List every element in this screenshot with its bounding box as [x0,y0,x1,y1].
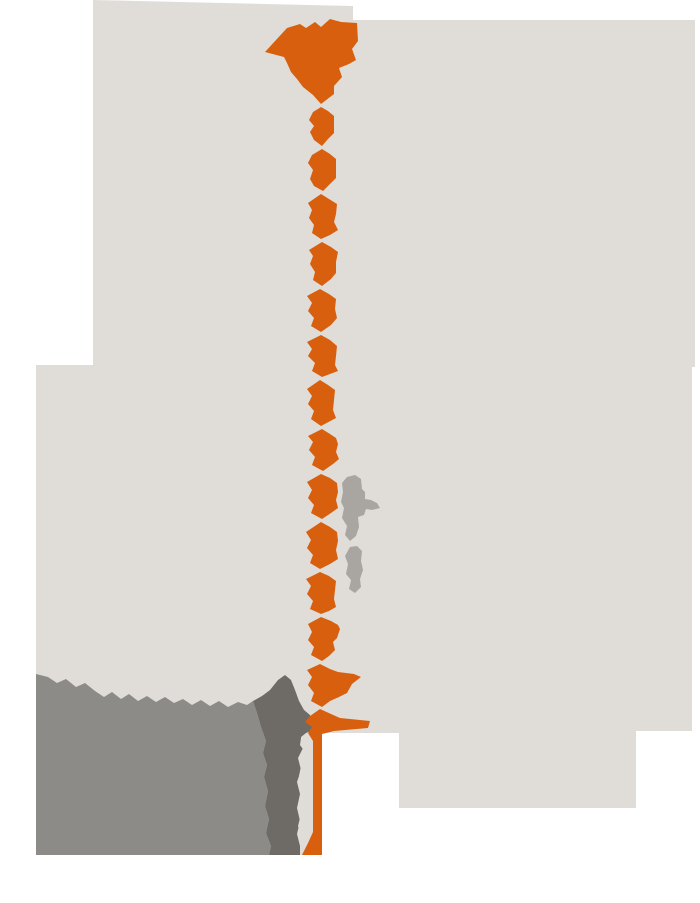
delta-county-2 [299,755,313,783]
river-county-12 [306,572,336,614]
